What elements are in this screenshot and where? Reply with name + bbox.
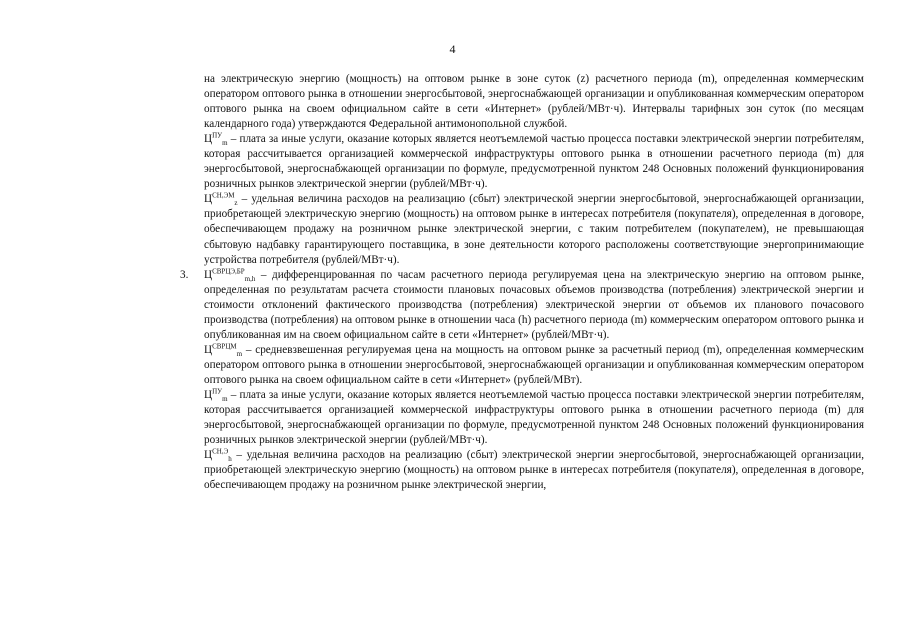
document-body <box>180 72 864 493</box>
list-number: 3. <box>180 268 189 281</box>
paragraph-text: на электрическую энергию (мощность) на оптовом рынке в зоне суток (z) расчетного периода (m), определенная коммерческим оператором оптового рынка в отношении энергосбытовой, энергоснабжающей организации и опубликованная коммерческим оператором оптового рынка на своем официальном сайте в сети «Интернет» (рублей/МВт·ч). Интервалы тарифных зон суток (по месяцам календарного года) утверждаются Федеральной антимонопольной службой. <box>204 73 864 131</box>
definition-text: – плата за иные услуги, оказание которых является неотъемлемой частью процесса поставки электрической энергии потребителям, которая рассчитывается организацией коммерческой инфраструктуры оптового рынка в отношении расчетного периода (m) для энергосбытовой, энергоснабжающей организации по формуле, предусмотренной пунктом 248 Основных положений функционирования розничных рынков электрической энергии (рублей/МВт·ч). <box>204 133 864 191</box>
formula-symbol: $Ц^{СВРЦМ}_m$ <box>204 342 243 359</box>
definition-pu-2 <box>204 388 864 448</box>
definition-svrce-br <box>180 266 864 343</box>
formula-symbol: $Ц^{ПУ}_m$ <box>204 131 228 148</box>
definition-sn-e <box>204 448 864 493</box>
formula-symbol: $Ц^{ПУ}_m$ <box>204 387 228 404</box>
formula-symbol: $Ц^{СВРЦЭ,БР}_{m,h}$ <box>204 266 256 283</box>
paragraph-continuation <box>204 72 864 132</box>
formula-symbol: $Ц^{СН,Э}_h$ <box>204 447 232 464</box>
definition-svrcm <box>204 343 864 388</box>
definition-sn-em <box>204 192 864 267</box>
definition-text: – удельная величина расходов на реализацию (сбыт) электрической энергии энергосбытовой, энергоснабжающей организации, приобретающей электрическую энергию (мощность) на оптовом рынке в интересах потребителя (покупателя), определенная в договоре, обеспечивающем продажу на розничном рынке электрической энергии, <box>204 449 864 492</box>
page-number: 4 <box>449 42 456 56</box>
formula-symbol: $Ц^{СН,ЭМ}_z$ <box>204 191 238 208</box>
definition-text: – дифференцированная по часам расчетного периода регулируемая цена на электрическую энергию на оптовом рынке, определенная по результатам расчета стоимости плановых почасовых объемов производства (потребления) электрической энергии и стоимости отклонений фактического производства (потребления) электрической энергии от объемов их планового почасового производства (потребления) на оптовом рынке в отношении часа (h) расчетного периода (m) коммерческим оператором оптового рынка и опубликованная им на своем официальном сайте в сети «Интернет» (рублей/МВт·ч). <box>204 268 864 341</box>
definition-text: – плата за иные услуги, оказание которых является неотъемлемой частью процесса поставки электрической энергии потребителям, которая рассчитывается организацией коммерческой инфраструктуры оптового рынка в отношении расчетного периода (m) для энергосбытовой, энергоснабжающей организации по формуле, предусмотренной пунктом 248 Основных положений функционирования розничных рынков электрической энергии (рублей/МВт·ч). <box>204 388 864 447</box>
definition-pu <box>204 132 864 192</box>
definition-text: – удельная величина расходов на реализацию (сбыт) электрической энергии энергосбытовой, энергоснабжающей организации, приобретающей электрическую энергию (мощность) на оптовом рынке в интересах потребителя (покупателя), определенная в договоре, обеспечивающем продажу на розничном рынке электрической энергии, с таким потребителем (покупателем), не превышающая сбытовую надбавку гарантирующего поставщика, в зоне деятельности которого расположены соответствующие энергопринимающие устройства потребителя (рублей/МВт·ч). <box>204 193 864 266</box>
definition-text: – средневзвешенная регулируемая цена на мощность на оптовом рынке за расчетный период (m), определенная коммерческим оператором оптового рынка в отношении энергосбытовой, энергоснабжающей организации и опубликованная коммерческим оператором оптового рынка на своем официальном сайте в сети «Интернет» (рублей/МВт). <box>204 343 864 386</box>
